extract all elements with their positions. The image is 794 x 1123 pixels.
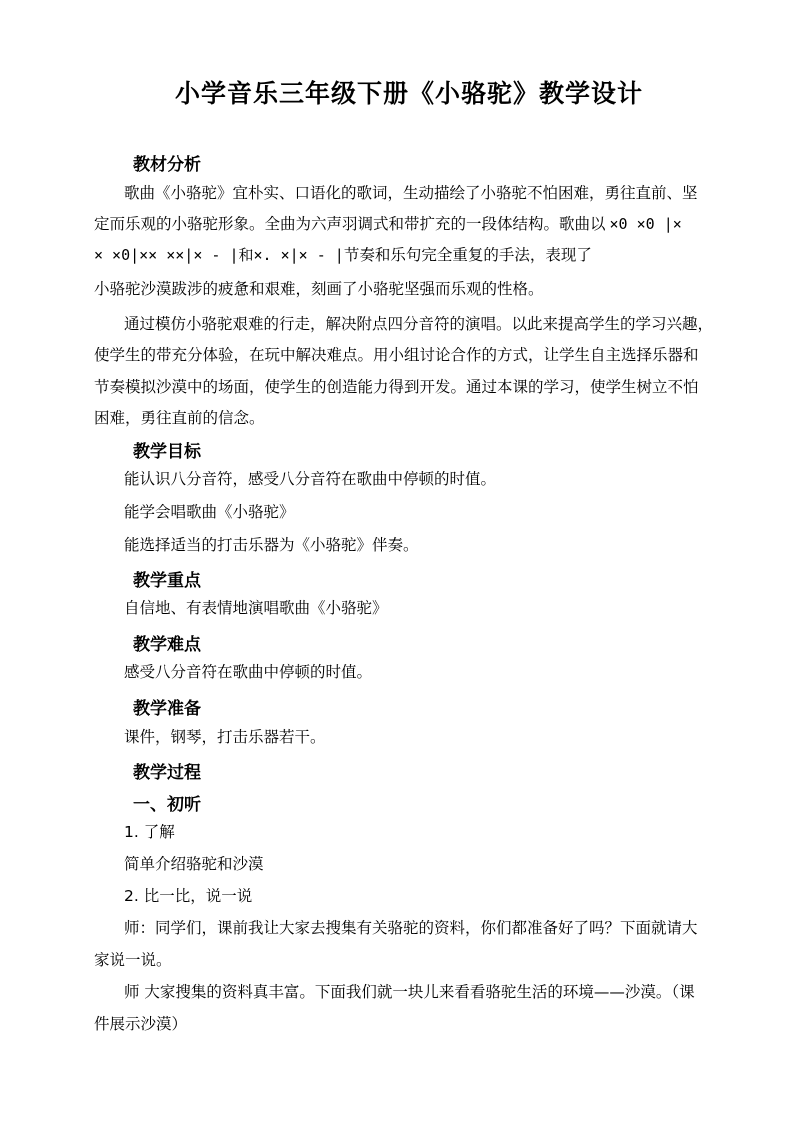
section-heading-analysis: 教材分析 (133, 155, 201, 175)
paragraph-line: 歌曲《小骆驼》宜朴实、口语化的歌词，生动描绘了小骆驼不怕困难，勇往直前、坚 (124, 184, 698, 202)
section-heading-difficulty: 教学难点 (133, 635, 201, 655)
paragraph-line: 使学生的带充分体验，在玩中解决难点。用小组讨论合作的方式，让学生自主选择乐器和 (94, 346, 699, 364)
step-label: 1. 了解 (124, 823, 175, 841)
rhythm-notation: × ×0|×× ××|× - |和×. ×|× - | (94, 246, 344, 264)
paragraph-line: 节奏模拟沙漠中的场面，使学生的创造能力得到开发。通过本课的学习，使学生树立不怕 (94, 378, 699, 396)
paragraph-line (94, 214, 682, 234)
paragraph-text: 节奏和乐句完全重复的手法，表现了 (343, 246, 592, 264)
prep-text: 课件，钢琴，打击乐器若干。 (124, 728, 326, 746)
paragraph-line: 师 大家搜集的资料真丰富。下面我们就一块儿来看看骆驼生活的环境——沙漠。（课 (124, 983, 695, 1001)
section-heading-prep: 教学准备 (133, 699, 201, 719)
paragraph-text: 定而乐观的小骆驼形象。全曲为六声羽调式和带扩充的一段体结构。歌曲以 (94, 215, 606, 233)
section-heading-focus: 教学重点 (133, 571, 201, 591)
subsection-heading: 一、初听 (133, 795, 201, 815)
goal-item: 能学会唱歌曲《小骆驼》 (124, 503, 295, 521)
paragraph-line: 困难，勇往直前的信念。 (94, 409, 265, 427)
section-heading-process: 教学过程 (133, 763, 201, 783)
paragraph-line: 通过模仿小骆驼艰难的行走，解决附点四分音符的演唱。以此来提高学生的学习兴趣， (124, 315, 714, 333)
rhythm-notation: ×0 ×0 |× (609, 215, 682, 233)
difficulty-text: 感受八分音符在歌曲中停顿的时值。 (124, 663, 373, 681)
goal-item: 能选择适当的打击乐器为《小骆驼》伴奏。 (124, 536, 419, 554)
paragraph-line: 家说一说。 (94, 951, 172, 969)
section-heading-goals: 教学目标 (133, 442, 201, 462)
paragraph-line: 件展示沙漠） (94, 1015, 188, 1033)
goal-item: 能认识八分音符，感受八分音符在歌曲中停顿的时值。 (124, 470, 497, 488)
paragraph-line: 师：同学们，课前我让大家去搜集有关骆驼的资料，你们都准备好了吗？下面就请大 (124, 919, 698, 937)
step-text: 简单介绍骆驼和沙漠 (124, 855, 264, 873)
paragraph-line (94, 245, 592, 265)
paragraph-line: 小骆驼沙漠跋涉的疲惫和艰难，刻画了小骆驼坚强而乐观的性格。 (94, 280, 544, 298)
step-label: 2. 比一比，说一说 (124, 887, 253, 905)
document-title: 小学音乐三年级下册《小骆驼》教学设计 (175, 79, 644, 108)
focus-text: 自信地、有表情地演唱歌曲《小骆驼》 (124, 599, 388, 617)
